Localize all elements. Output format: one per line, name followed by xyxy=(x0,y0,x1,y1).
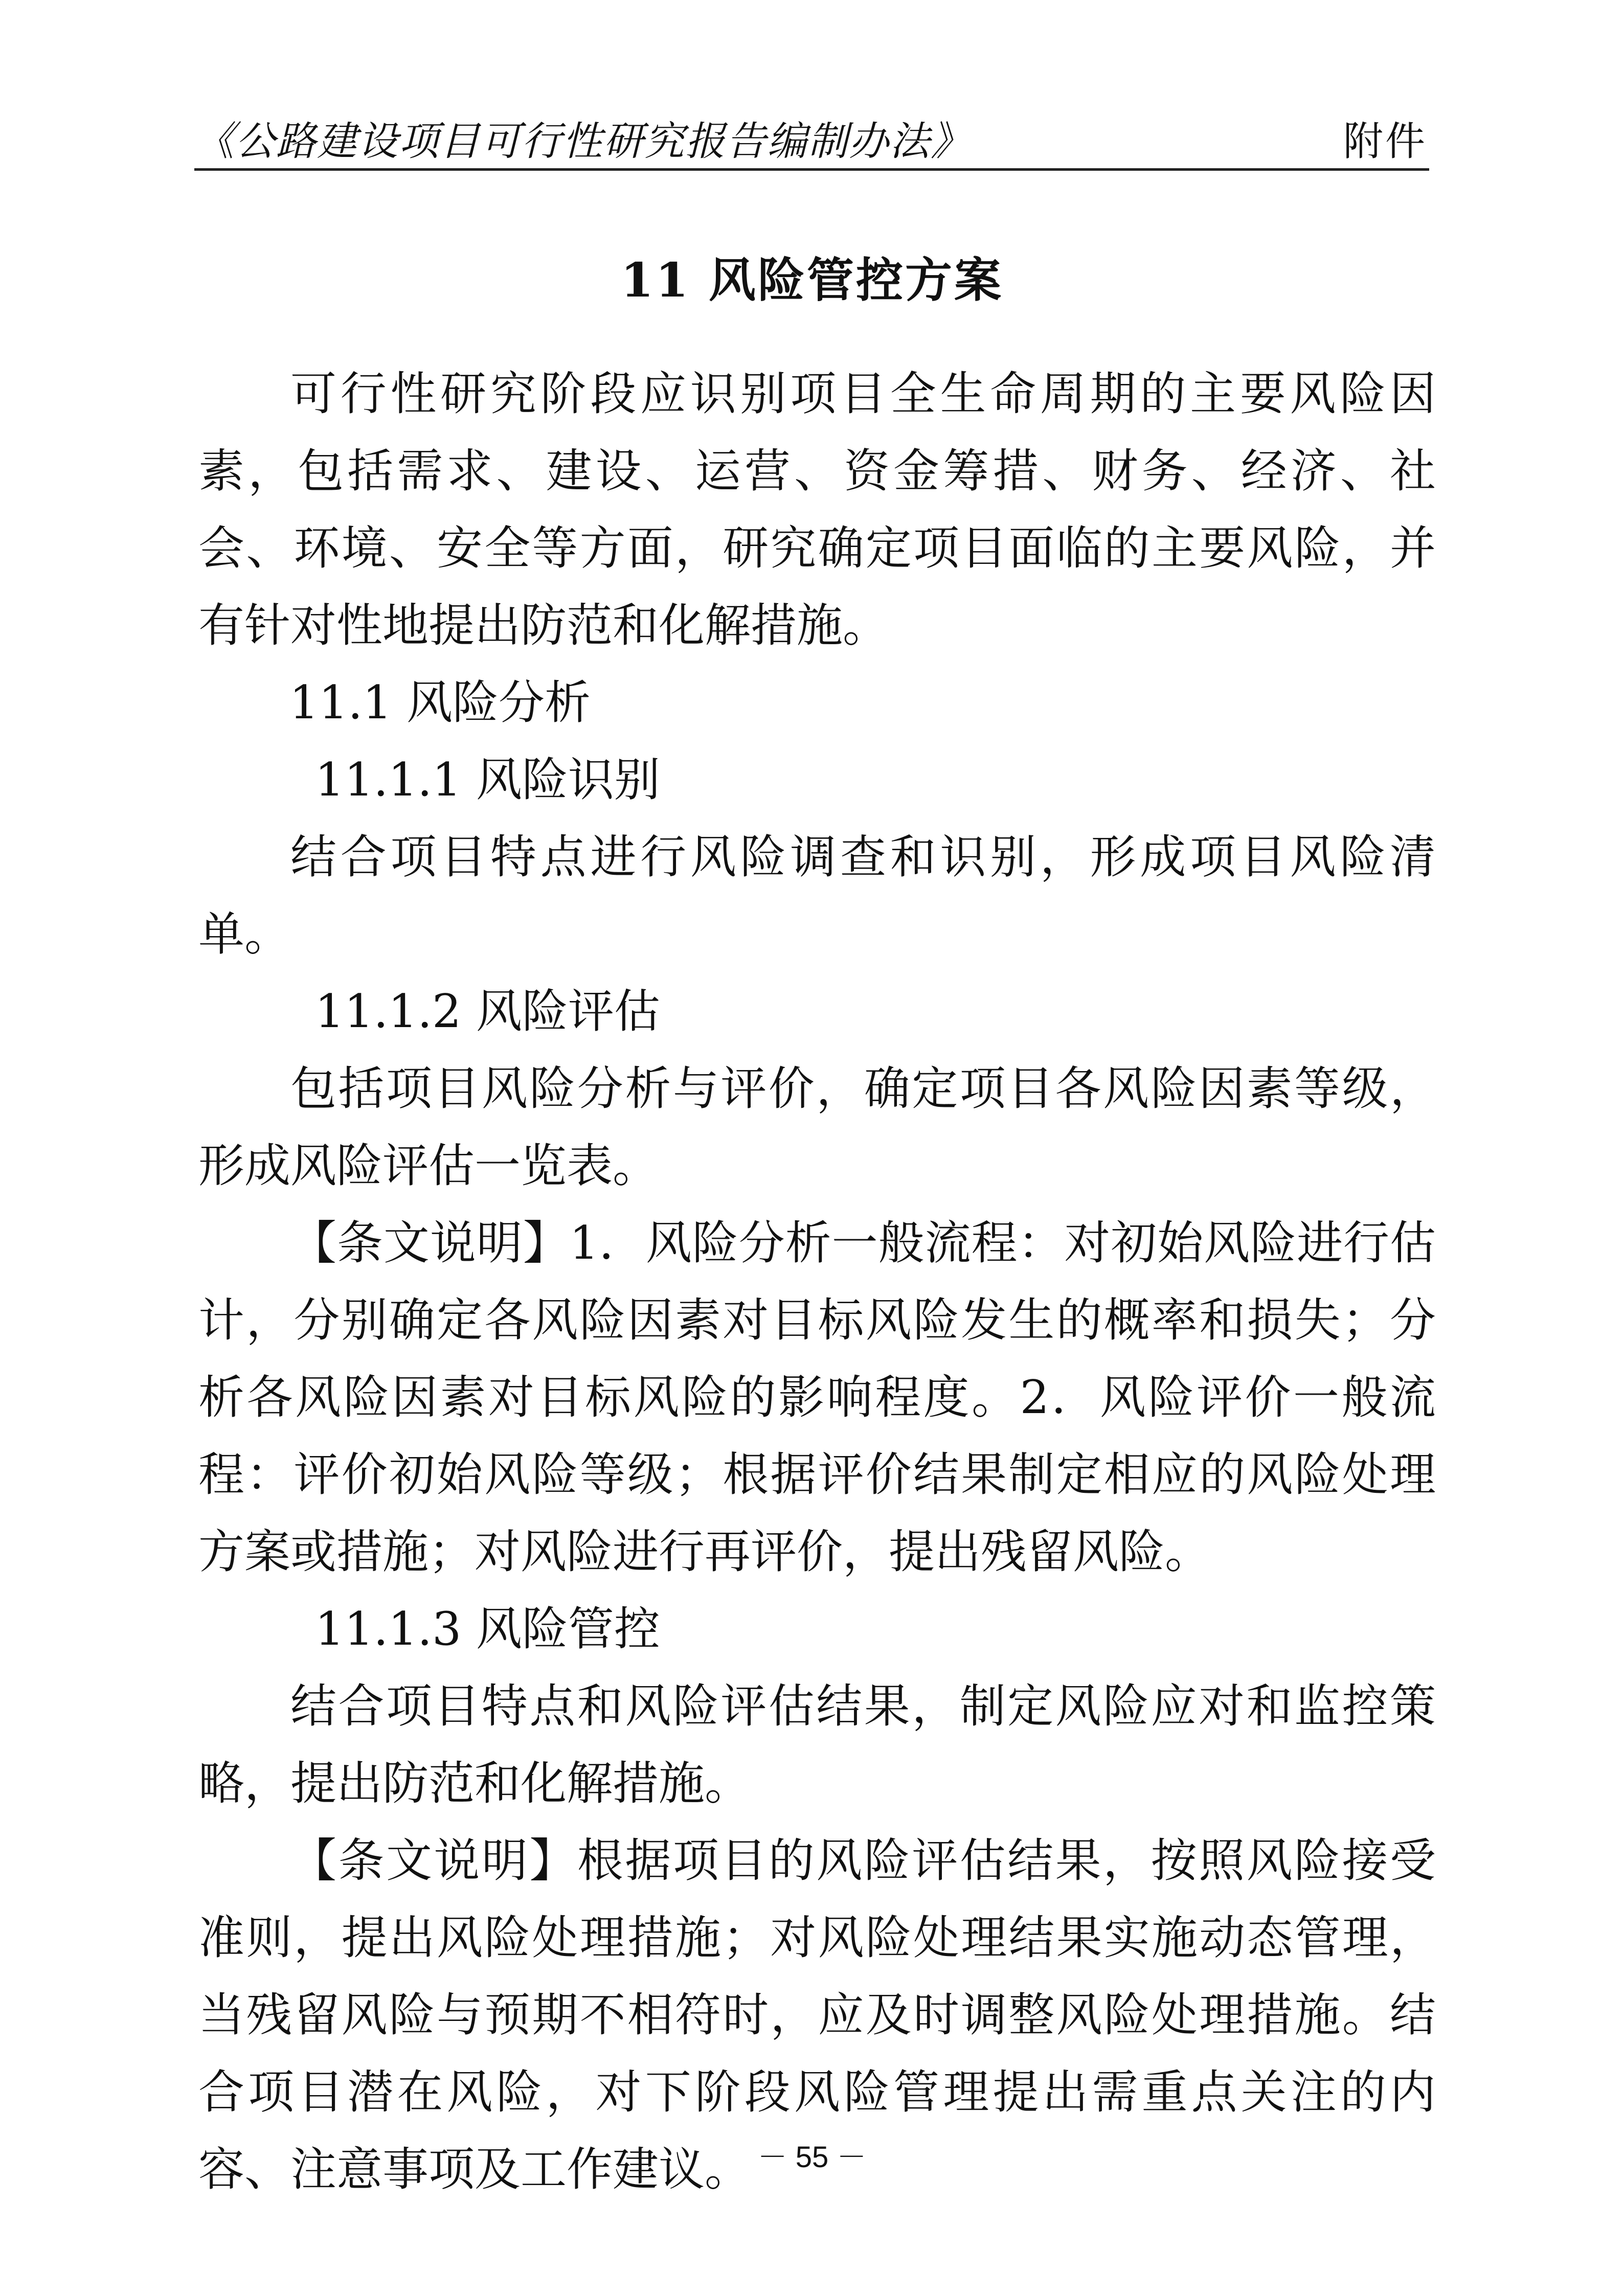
paragraph-risk-control: 结合项目特点和风险评估结果，制定风险应对和监控策略，提出防范和化解措施。 xyxy=(198,1679,1436,1810)
paragraph-risk-assessment: 包括项目风险分析与评价，确定项目各风险因素等级，形成风险评估一览表。 xyxy=(198,1062,1436,1193)
clause-note-2: 【条文说明】根据项目的风险评估结果，按照风险接受准则，提出风险处理措施；对风险处理结果实施动态管理，当残留风险与预期不相符时，应及时调整风险处理措施。结合项目潜在风险，对下阶段风险管理提出需重点关注的内容、注意事项及工作建议。 xyxy=(198,1834,1436,2196)
heading-11-1-2: 11.1.2 风险评估 xyxy=(315,985,660,1038)
heading-11-1-3: 11.1.3 风险管控 xyxy=(315,1602,660,1656)
heading-11-1-1: 11.1.1 风险识别 xyxy=(315,753,660,807)
header-attachment-label: 附件 xyxy=(1343,119,1427,165)
section-title: 11 风险管控方案 xyxy=(620,253,1004,308)
heading-11-1: 11.1 风险分析 xyxy=(289,676,591,730)
document-body xyxy=(198,355,1436,2208)
clause-note-1: 【条文说明】1．风险分析一般流程：对初始风险进行估计，分别确定各风险因素对目标风险发生的概率和损失；分析各风险因素对目标风险的影响程度。2．风险评价一般流程：评价初始风险等级；根据评价结果制定相应的风险处理方案或措施；对风险进行再评价，提出残留风险。 xyxy=(198,1216,1436,1579)
paragraph-risk-identification: 结合项目特点进行风险调查和识别，形成项目风险清单。 xyxy=(198,830,1436,961)
page-number: － 55 － xyxy=(757,2141,867,2174)
page-header xyxy=(194,115,1429,171)
intro-paragraph: 可行性研究阶段应识别项目全生命周期的主要风险因素，包括需求、建设、运营、资金筹措、财务、经济、社会、环境、安全等方面，研究确定项目面临的主要风险，并有针对性地提出防范和化解措施。 xyxy=(198,367,1436,652)
header-document-title: 《公路建设项目可行性研究报告编制办法》 xyxy=(194,119,972,165)
